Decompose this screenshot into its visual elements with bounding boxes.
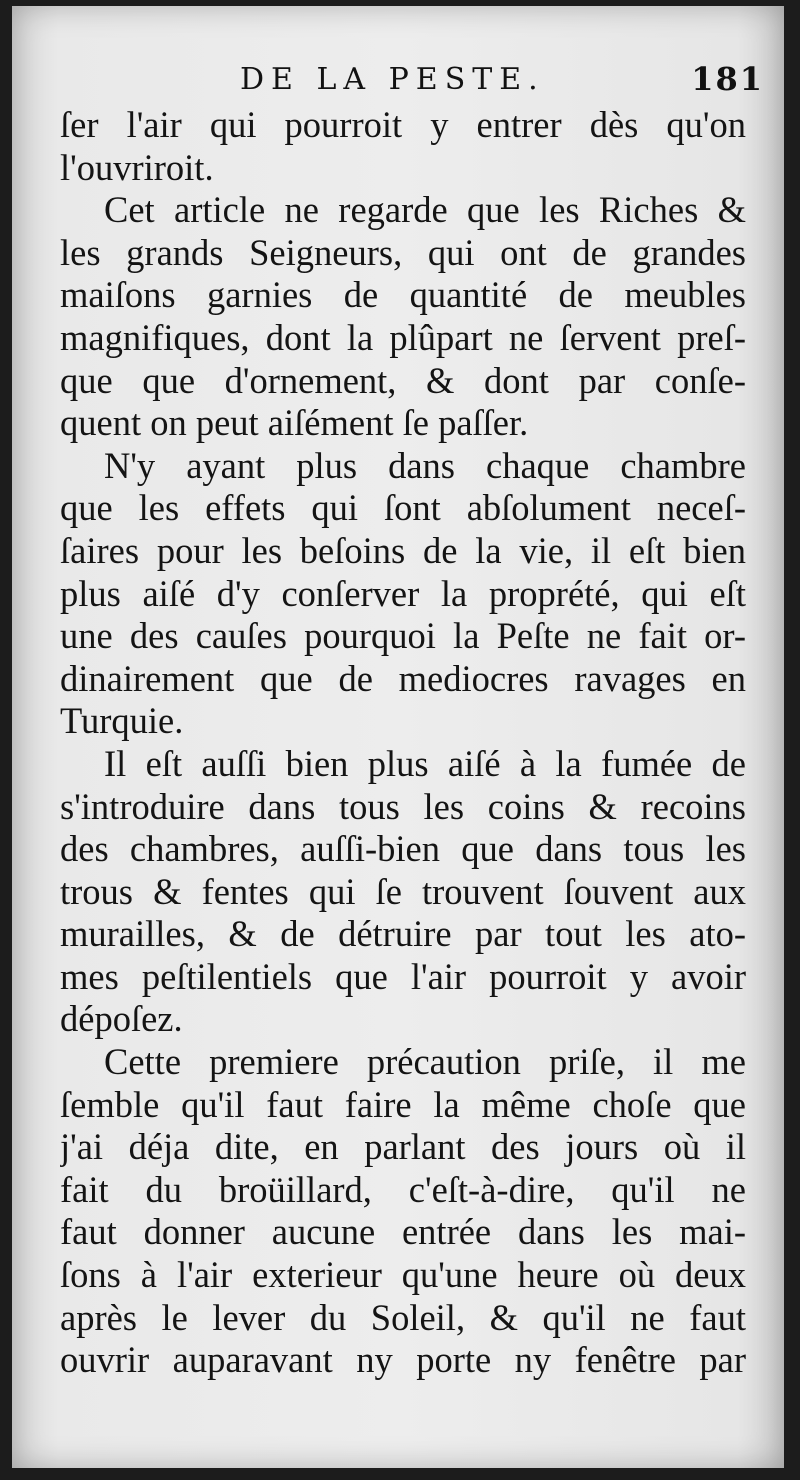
page-number: 181 [691, 60, 764, 98]
text-line: ſons à l'air exterieur qu'une heure où deux [60, 1254, 746, 1296]
text-line: quent on peut aiſément ſe paſſer. [60, 402, 529, 444]
text-line: des chambres, auſſi-bien que dans tous les [60, 828, 746, 870]
text-line: après le lever du Soleil, & qu'il ne faut [60, 1296, 746, 1338]
text-line: N'y ayant plus dans chaque chambre [104, 444, 746, 486]
text-line: Il eſt auſſi bien plus aiſé à la fumée de [104, 742, 746, 784]
body-text [60, 104, 746, 1382]
text-line: l'ouvriroit. [60, 146, 214, 188]
book-page [12, 6, 784, 1468]
page-header [12, 58, 784, 102]
text-line: dinairement que de mediocres ravages en [60, 657, 746, 699]
text-line: fait du broüillard, c'eſt-à-dire, qu'il ne [60, 1168, 746, 1210]
text-line: les grands Seigneurs, qui ont de grandes [60, 231, 746, 273]
text-line: trous & fentes qui ſe trouvent ſouvent aux [60, 870, 746, 912]
text-line: Cet article ne regarde que les Riches & [104, 189, 746, 231]
text-line: ſaires pour les beſoins de la vie, il eſt bien [60, 529, 746, 571]
text-line: j'ai déja dite, en parlant des jours où il [60, 1126, 746, 1168]
text-line: ſer l'air qui pourroit y entrer dès qu'on [60, 104, 746, 145]
text-line: dépoſez. [60, 998, 183, 1040]
text-line: plus aiſé d'y conſerver la proprété, qui eſt [60, 572, 746, 614]
running-title: DE LA PESTE. [240, 62, 545, 97]
text-line: faut donner aucune entrée dans les mai- [60, 1211, 746, 1253]
text-line: que que d'ornement, & dont par conſe- [60, 359, 746, 401]
text-line: ſemble qu'il faut faire la même choſe que [60, 1083, 746, 1125]
text-line: une des cauſes pourquoi la Peſte ne fait or- [60, 615, 746, 657]
text-line: Turquie. [60, 700, 184, 742]
text-line: mes peſtilentiels que l'air pourroit y avoir [60, 955, 746, 997]
text-line: Cette premiere précaution priſe, il me [104, 1041, 746, 1083]
text-line: murailles, & de détruire par tout les ato- [60, 913, 746, 955]
text-line: magnifiques, dont la plûpart ne ſervent preſ- [60, 316, 746, 358]
text-line: ouvrir auparavant ny porte ny fenêtre par [60, 1339, 746, 1381]
text-line: maiſons garnies de quantité de meubles [60, 274, 746, 316]
text-line: que les effets qui ſont abſolument neceſ- [60, 487, 746, 529]
text-line: s'introduire dans tous les coins & recoins [60, 785, 746, 827]
